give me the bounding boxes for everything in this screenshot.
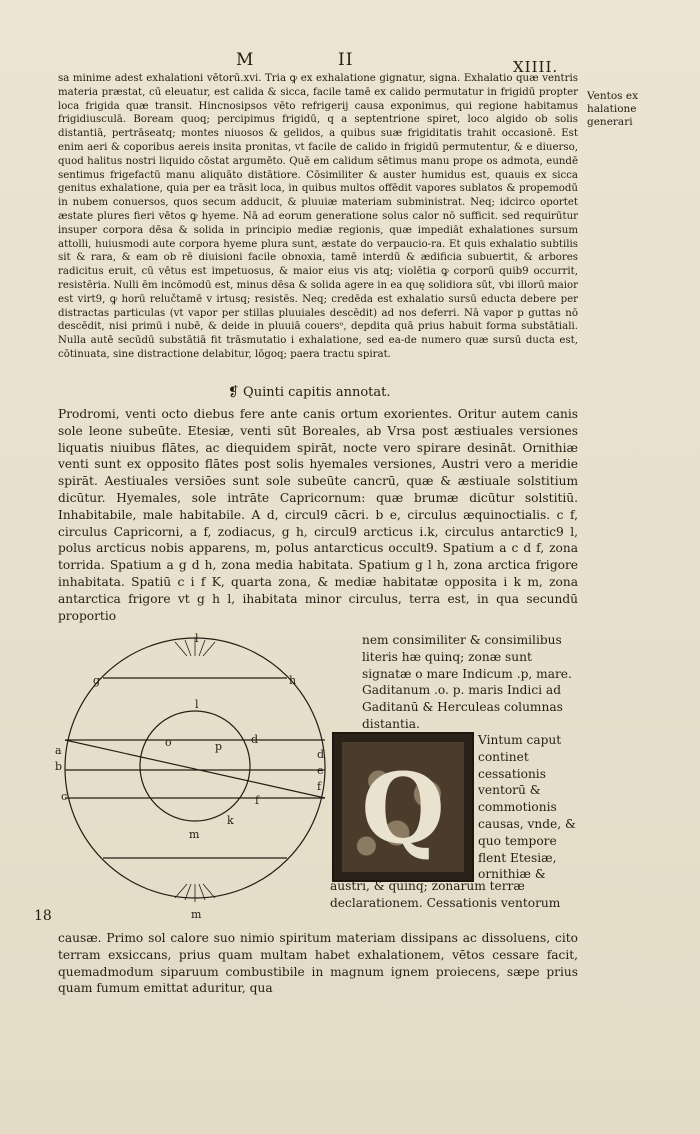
label-f-right: f [317, 780, 322, 793]
woodcut-initial [332, 732, 474, 882]
label-c: c [61, 790, 68, 803]
paragraph-after-initial: austri, & quinq; zonarum terræ declarationem. Cessationis ventorum [330, 879, 561, 910]
label-g: g [93, 674, 101, 687]
label-a: a [55, 744, 62, 757]
margin-note: Ventos ex halatione generari [587, 90, 638, 128]
paragraph-annotation: Prodromi, venti octo diebus fere ante canis ortum exorientes. Oritur autem canis sole leone subeūte. Etesiæ, venti sūt Boreales, ab Vrsa post æstiuales versiones liquatis niuibus flātes, ac diequidem spirāt, nocte vero spirare desināt. Ornithiæ venti sunt ex opposito flātes post solis hyemales versiones, Austri vero a meridie spirāt. Aestiuales versiōes sunt sole subeūte cancrū, quæ & æstiuale solstitium dicūtur. Hyemales, sole intrāte Capricornum: quæ brumæ dicūtur solstitiū. Inhabitabile, male habitabile. A d, circul9 cācri. b e, circulus æquinoctialis. c f, circulus Capricorni, a f, zodiacus, g h, circul9 arcticus i.k, circulus antarctic9 l, polus arcticus nobis apparens, m, polus antarcticus occult9. Spatium a c d f, zona torrida. Spatium a g d h, zona media habitata. Spatium g l h, zona arctica frigore inhabitata. Spatiū c i f K, quarta zona, & mediæ habitatæ opposita i k m, zona antarctica frigore vt g h l, ihabitata minor circulus, terra est, in qua secundū proportio [58, 407, 578, 623]
chapter-summary-cont [330, 878, 580, 912]
paragraph-diagram-caption: nem consimiliter & consimilibus literis hæ quinq; zonæ sunt signatæ o mare Indicum .p, mare. Gaditanum .o. p. maris Indici ad Gaditanū & Herculeas columnas distantia. [362, 633, 572, 731]
annotation-text [58, 406, 578, 624]
label-f-inner: f [255, 794, 260, 807]
label-o: o [165, 736, 172, 749]
label-h: h [289, 674, 297, 687]
paragraph-bottom: causæ. Primo sol calore suo nimio spiritum materiam dissipans ac dissoluens, cito terram exsiccans, prius quam multam habet exhalationem, vētos cessare facit, quemadmodum siparuum combustibile in magnum ignem proiecens, sæpe prius quam fumum emittat aduritur, qua [58, 931, 578, 996]
label-l-inner: l [195, 698, 199, 711]
zodiac-line [65, 740, 325, 798]
annotation-heading-text: Quinti capitis annotat. [243, 385, 391, 400]
world-circle [65, 638, 325, 898]
earth-circle [140, 711, 250, 821]
label-e: e [317, 764, 324, 777]
chapter-summary [478, 732, 578, 883]
signature-mark: M [236, 50, 255, 70]
label-m-inner: m [189, 828, 200, 841]
margin-folio: 18 [34, 908, 52, 924]
folio-number: XIIII. [513, 58, 559, 76]
annotation-heading [228, 385, 390, 400]
paragraph-top: sa minime adest exhalationi vētorū.xvi. Tria ꝙ ex exhalatione gignatur, signa. Exhalatio quæ ventris materia præstat, cū eleuatur, est calida & sicca, facile tamē ex calido permutatur in frigidū propter loca frigida quæ transit. Hincnosipsos vēto refrigerij causa exponimus, qui regione habitamus frigidiusculā. Boream quoq; percipimus frigidū, q a septentrione spiret, loco algido ob solis distantiā, pertrāseatq; montes niuosos & gelidos, a quibus suæ frigiditatis trahit occasionē. Est enim aeri & coporibus aereis insita pronitas, vt facile de calido in frigidū permutentur, & e diuerso, quod halitus nostri liquido cōstat argumēto. Quē em calidum sētimus manu prope os admota, eundē sentimus frigefactū manu aliquāto distātiore. Cōsimiliter & auster humidus est, quauis ex sicca genitus exhalatione, quia per ea trāsit loca, in quibus multos offēdit vapores sublatos & propemodū in nubem conuersos, quos secum adducit, & pluuiæ materiam subministrat. Neq; idcirco oportet æstate plures fieri vētos ꝙ hyeme. Nā ad eorum generatione solus calor nō sufficit. sed requirūtur insuper corpora dēsa & solida in principio mediæ regionis, quæ impediāt exhalationes sursum attolli, huiusmodi aute corpora hyeme plura sunt, æstate do verpaucio-ra. Et quis exhalatio subtilis sit & rara, & eam ob rē diuisioni facile obnoxia, tamē interdū & ædificia subuertit, & arbores radicitus eruit, cū vētus est impetuosus, & maior eius vis atq; violētia ꝙ corporū quib9 occurrit, resistēria. Nulli ēm incōmodū est, minus dēsa & solida agere in ea quę solidiora sūt, vbi illorū maior est virt9, ꝙ horū relučtamē v irtusq; resistēs. Neq; credēda est exhalatio sursū educta debere per distractas particulas (vt vapor per stillas pluuiales descēdit) ad nos deferri. Nā vapor p guttas nō descēdit, nisi primū i nubē, & deide in pluuiā couersᵒ, depdita quā prius habuit forma substātiali. Nulla autē secūdū substātiā fit trāsmutatio i exhalatione, sed ea-de numero quæ sursū ducta est, cōtinuata, sine distractione delabitur, lōgoq; paera tractu spirat. [58, 73, 578, 360]
label-p: p [215, 740, 223, 753]
label-m-bottom: m [191, 908, 202, 921]
initial-letter: Q [361, 752, 445, 865]
zones-diagram [55, 628, 335, 928]
pilcrow-icon: ❡ [228, 385, 239, 400]
diagram-caption [362, 632, 578, 733]
label-l-top: l [195, 632, 199, 645]
gathering-mark: II [338, 50, 354, 70]
main-text-top [58, 72, 578, 362]
paragraph-initial: Vintum caput continet cessationis ventorū & commotionis causas, vnde, & quo tempore flent Etesiæ, ornithiæ & [478, 733, 576, 882]
label-d-right: d [317, 748, 325, 761]
label-b: b [55, 760, 63, 773]
main-text-bottom [58, 912, 578, 997]
label-d-inner: d [251, 733, 259, 746]
label-k: k [227, 814, 234, 827]
